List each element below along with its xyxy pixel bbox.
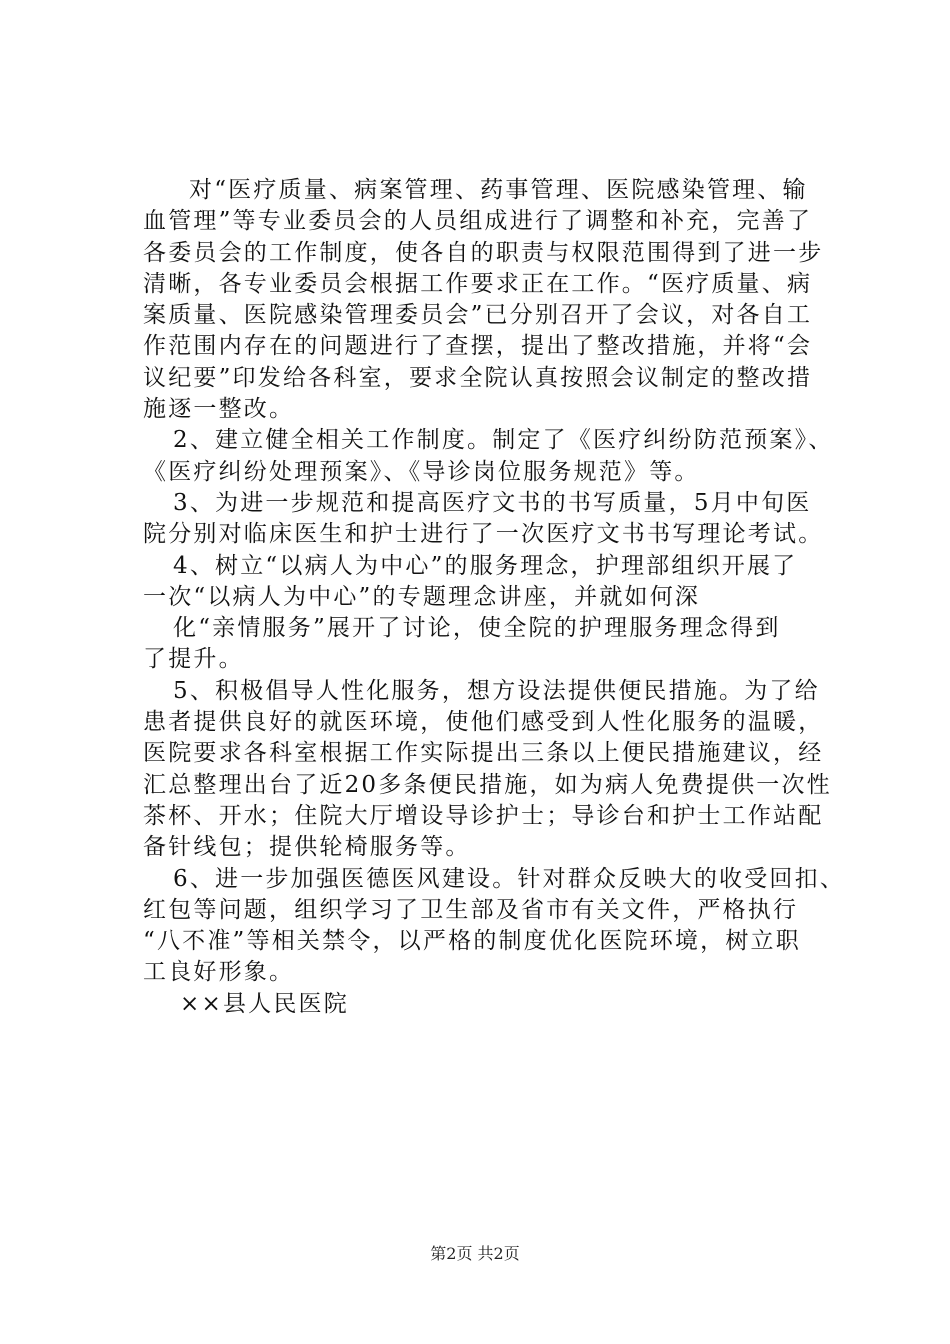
paragraph-line: 案质量、医院感染管理委员会”已分别召开了会议，对各自工 — [143, 302, 813, 329]
paragraph-line: 一次“以病人为中心”的专题理念讲座，并就如何深 — [143, 583, 701, 610]
paragraph-line: 作范围内存在的问题进行了查摆，提出了整改措施，并将“会 — [143, 333, 813, 360]
paragraph-line: 各委员会的工作制度，使各自的职责与权限范围得到了进一步 — [143, 239, 824, 266]
document-body — [143, 175, 846, 1020]
paragraph-line: 5、积极倡导人性化服务，想方设法提供便民措施。为了给 — [173, 677, 820, 704]
paragraph-line: 对“医疗质量、病案管理、药事管理、医院感染管理、输 — [189, 177, 808, 203]
paragraph-line: 医院要求各科室根据工作实际提出三条以上便民措施建议，经 — [143, 740, 824, 767]
page-number-label: 第2页 共2页 — [430, 1244, 520, 1263]
paragraph-line: 3、为进一步规范和提高医疗文书的书写质量，5月中旬医 — [173, 489, 812, 516]
paragraph-line: 清晰，各专业委员会根据工作要求正在工作。“医疗质量、病 — [143, 270, 813, 297]
paragraph-line: 施逐一整改。 — [143, 396, 295, 423]
paragraph-line: 化“亲情服务”展开了讨论，使全院的护理服务理念得到 — [173, 615, 781, 642]
paragraph-line: 茶杯、开水；住院大厅增设导诊护士；导诊台和护士工作站配 — [143, 802, 824, 829]
paragraph-line: 红包等问题，组织学习了卫生部及省市有关文件，严格执行 — [143, 896, 799, 923]
paragraph-line: 血管理”等专业委员会的人员组成进行了调整和补充，完善了 — [143, 208, 813, 235]
paragraph-line: 了提升。 — [143, 646, 244, 673]
paragraph-line: 议纪要”印发给各科室，要求全院认真按照会议制定的整改措 — [143, 364, 813, 391]
paragraph-line: 备针线包；提供轮椅服务等。 — [143, 834, 471, 861]
paragraph-line: 工良好形象。 — [143, 959, 295, 986]
page-footer — [0, 1244, 950, 1264]
paragraph-line: 院分别对临床医生和护士进行了一次医疗文书书写理论考试。 — [143, 521, 824, 548]
paragraph-line: 4、树立“以病人为中心”的服务理念，护理部组织开展了 — [173, 552, 798, 579]
paragraph-line: 汇总整理出台了近20多条便民措施，如为病人免费提供一次性 — [143, 771, 832, 798]
paragraph-line: 患者提供良好的就医环境，使他们感受到人性化服务的温暖， — [143, 709, 824, 736]
paragraph-line: 6、进一步加强医德医风建设。针对群众反映大的收受回扣、 — [173, 865, 846, 892]
signature: ××县人民医院 — [180, 990, 349, 1017]
paragraph-line: 《医疗纠纷处理预案》、《导诊岗位服务规范》等。 — [143, 458, 700, 485]
paragraph-line: “八不准”等相关禁令，以严格的制度优化医院环境，树立职 — [143, 928, 801, 955]
paragraph-line: 2、建立健全相关工作制度。制定了《医疗纠纷防范预案》、 — [173, 427, 834, 454]
